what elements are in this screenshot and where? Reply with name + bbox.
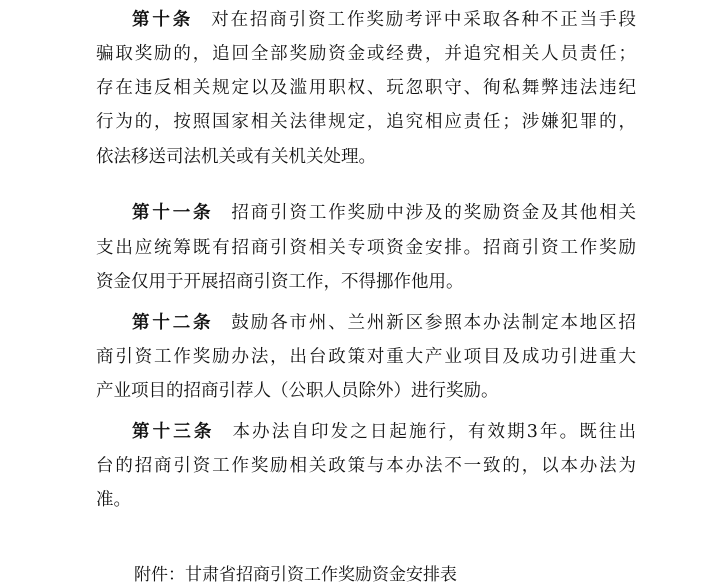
article-11-line-3: 资金仅用于开展招商引资工作，不得挪作他用。 — [96, 272, 464, 292]
article-13-text: 本办法自印发之日起施行，有效期3年。既往出 — [232, 422, 636, 442]
article-13-line-3: 准。 — [96, 490, 131, 510]
article-10-number: 第十条 — [132, 10, 194, 30]
article-10-line-5: 依法移送司法机关或有关机关处理。 — [96, 147, 376, 167]
article-12-text: 鼓励各市州、兰州新区参照本办法制定本地区招 — [231, 313, 637, 333]
article-13-line-2: 台的招商引资工作奖励相关政策与本办法不一致的，以本办法为 — [96, 456, 636, 476]
article-12-line-2: 商引资工作奖励办法，出台政策对重大产业项目及成功引进重大 — [96, 347, 636, 367]
article-10-line-1 — [132, 9, 636, 31]
article-10-line-3: 存在违反相关规定以及滥用职权、玩忽职守、徇私舞弊违法违纪 — [96, 78, 636, 98]
article-13-line-1 — [132, 421, 636, 443]
article-10-line-2: 骗取奖励的，追回全部奖励资金或经费，并追究相关人员责任； — [96, 44, 636, 64]
article-12-number: 第十二条 — [132, 313, 214, 333]
article-11-line-2: 支出应统筹既有招商引资相关专项资金安排。招商引资工作奖励 — [96, 238, 636, 258]
article-10-text: 对在招商引资工作奖励考评中采取各种不正当手段 — [211, 10, 636, 30]
article-11-number: 第十一条 — [132, 203, 214, 223]
article-12-line-3: 产业项目的招商引荐人（公职人员除外）进行奖励。 — [96, 381, 499, 401]
article-11-line-1 — [132, 202, 636, 224]
article-12-line-1 — [132, 312, 636, 334]
article-11-text: 招商引资工作奖励中涉及的奖励资金及其他相关 — [231, 203, 637, 223]
article-13-number: 第十三条 — [132, 422, 215, 442]
attachment-line: 附件：甘肃省招商引资工作奖励资金安排表 — [134, 565, 457, 585]
article-10-line-4: 行为的，按照国家相关法律规定，追究相应责任；涉嫌犯罪的， — [96, 112, 636, 132]
